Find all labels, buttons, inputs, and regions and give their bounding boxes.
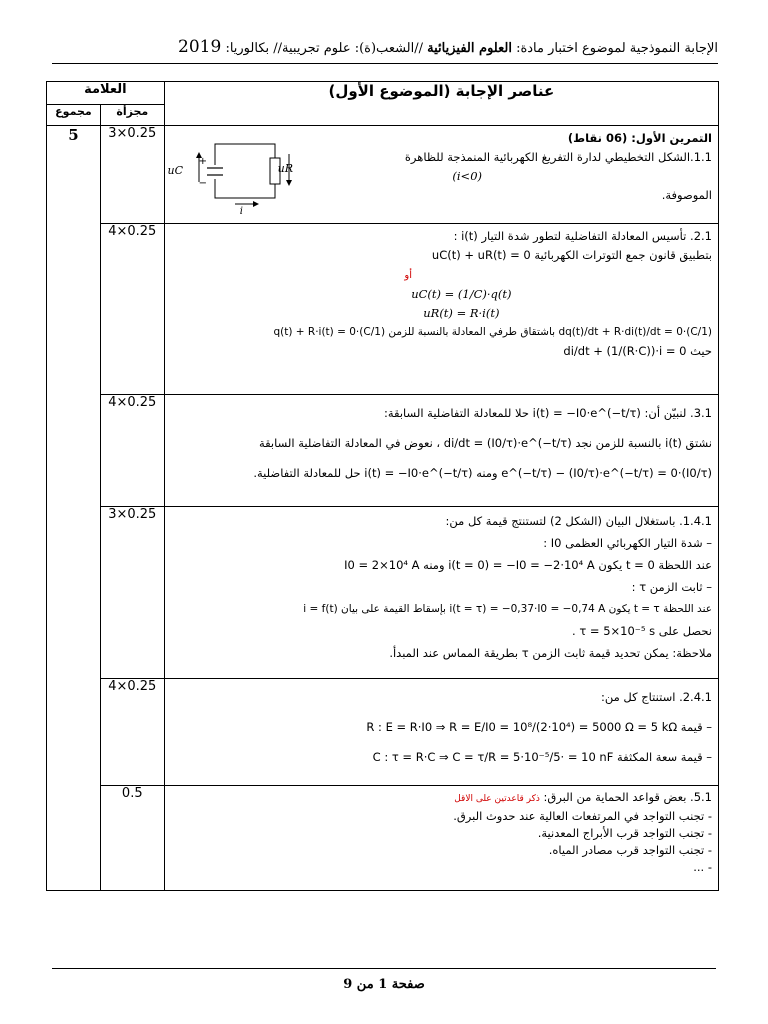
row-content (164, 507, 718, 679)
answer-line: عند اللحظة t = τ يكون i(t = τ) = −0,37·I0 = −0,74 A بإسقاط القيمة على بيان i = f(t) (303, 603, 712, 615)
page-footer: صفحة 1 من 9 (52, 968, 716, 992)
circuit-diagram (167, 130, 307, 218)
ur-label: uR (277, 162, 293, 175)
row-content (164, 786, 718, 891)
answer-line: - تجنب التواجد قرب الأبراج المعدنية. (537, 826, 712, 840)
answer-line: 1.4.1. باستغلال البيان (الشكل 2) لتستنتج قيمة كل من: (445, 514, 712, 528)
table-row (47, 507, 719, 679)
answer-line: (1/C)·dq(t)/dt + R·di(t)/dt = 0 باشتقاق طرفي المعادلة بالنسبة للزمن (1/C)·q(t) + R·i(t) = 0 (273, 326, 712, 338)
answers-title: عناصر الإجابة (الموضوع الأول) (164, 82, 718, 126)
answer-line: 1.1.الشكل التخطيطي لدارة التفريغ الكهربائية المنمذجة للظاهرة (404, 150, 712, 164)
part-mark: 3×0.25 (100, 126, 164, 224)
answer-table (46, 81, 719, 891)
row-content (164, 395, 718, 507)
answer-line: – قيمة سعة المكثفة C : τ = R·C ⇒ C = τ/R = 5·10⁻⁵/5· = 10 nF (372, 750, 712, 764)
answer-line: - تجنب التواجد قرب مصادر المياه. (548, 843, 712, 857)
page-header (52, 34, 718, 64)
row-content (164, 224, 718, 395)
current-condition: (i<0) (452, 169, 482, 183)
minus-sign: − (198, 178, 207, 189)
part-mark: 0.5 (100, 786, 164, 891)
answer-line: – قيمة R : E = R·I0 ⇒ R = E/I0 = 10⁸/(2·10⁴) = 5000 Ω = 5 kΩ (366, 720, 712, 734)
exercise-title: التمرين الأول: (06 نقاط) (567, 131, 712, 145)
header-subject: العلوم الفيزيائية (427, 41, 512, 56)
answer-line: - تجنب التواجد في المرتفعات العالية عند حدوث البرق. (453, 809, 712, 823)
part-mark: 3×0.25 (100, 507, 164, 679)
answer-line: - ... (693, 860, 712, 874)
header-year: 2019 (178, 37, 222, 57)
plus-sign: + (198, 156, 207, 167)
row-content (164, 679, 718, 786)
answer-line: 2.4.1. استنتاج كل من: (600, 690, 712, 704)
answer-line: 3.1. لنبيّن أن: i(t) = −I0·e^(−t/τ) حلا للمعادلة التفاضلية السابقة: (384, 406, 712, 420)
part-mark: 4×0.25 (100, 395, 164, 507)
answer-line: 2.1. تأسيس المعادلة التفاضلية لتطور شدة التيار i(t) : (453, 229, 712, 243)
answer-line: نحصل على τ = 5×10⁻⁵ s . (572, 624, 712, 638)
answer-line: (I0/τ)·e^(−t/τ) − (I0/τ)·e^(−t/τ) = 0 ومنه i(t) = −I0·e^(−t/τ) حل للمعادلة التفاضلية. (253, 466, 712, 480)
row-content (164, 126, 718, 224)
part-mark: 4×0.25 (100, 679, 164, 786)
part-label: مجزأة (100, 105, 164, 126)
or-note: أو (404, 270, 412, 281)
answer-line: – شدة التيار الكهربائي العظمى I0 : (543, 536, 712, 550)
header-suffix: //الشعب(ة): علوم تجريبية// بكالوريا: (221, 41, 428, 56)
uc-label: uC (167, 164, 183, 177)
total-label: مجموع (47, 105, 101, 126)
table-row (47, 679, 719, 786)
table-row (47, 126, 719, 224)
answer-line: نشتق i(t) بالنسبة للزمن نجد di/dt = (I0/τ)·e^(−t/τ) ، نعوض في المعادلة التفاضلية السابقة (258, 436, 712, 450)
table-row (47, 224, 719, 395)
answer-line: ملاحظة: يمكن تحديد قيمة ثابت الزمن τ بطريقة المماس عند المبدأ. (389, 646, 712, 660)
answer-line: – ثابت الزمن τ : (631, 580, 712, 594)
answer-line: عند اللحظة t = 0 يكون i(t = 0) = −I0 = −2·10⁴ A ومنه I0 = 2×10⁴ A (344, 558, 712, 572)
marks-title: العلامة (47, 82, 165, 105)
answer-line: 5.1. بعض قواعد الحماية من البرق: (543, 790, 712, 804)
table-row (47, 786, 719, 891)
header-prefix: الإجابة النموذجية لموضوع اختبار مادة: (511, 41, 718, 56)
answer-line: الموصوفة. (661, 188, 712, 202)
total-mark: 5 (47, 126, 101, 891)
equation: uC(t) = (1/C)·q(t) (411, 287, 512, 301)
table-row (47, 395, 719, 507)
answer-line: حيث di/dt + (1/(R·C))·i = 0 (563, 344, 712, 358)
part-mark: 4×0.25 (100, 224, 164, 395)
current-label: i (239, 206, 243, 217)
teacher-note: ذكر قاعدتين على الاقل (454, 794, 540, 804)
answer-line: بتطبيق قانون جمع التوترات الكهربائية uC(t) + uR(t) = 0 (431, 248, 712, 262)
equation: uR(t) = R·i(t) (423, 306, 500, 320)
